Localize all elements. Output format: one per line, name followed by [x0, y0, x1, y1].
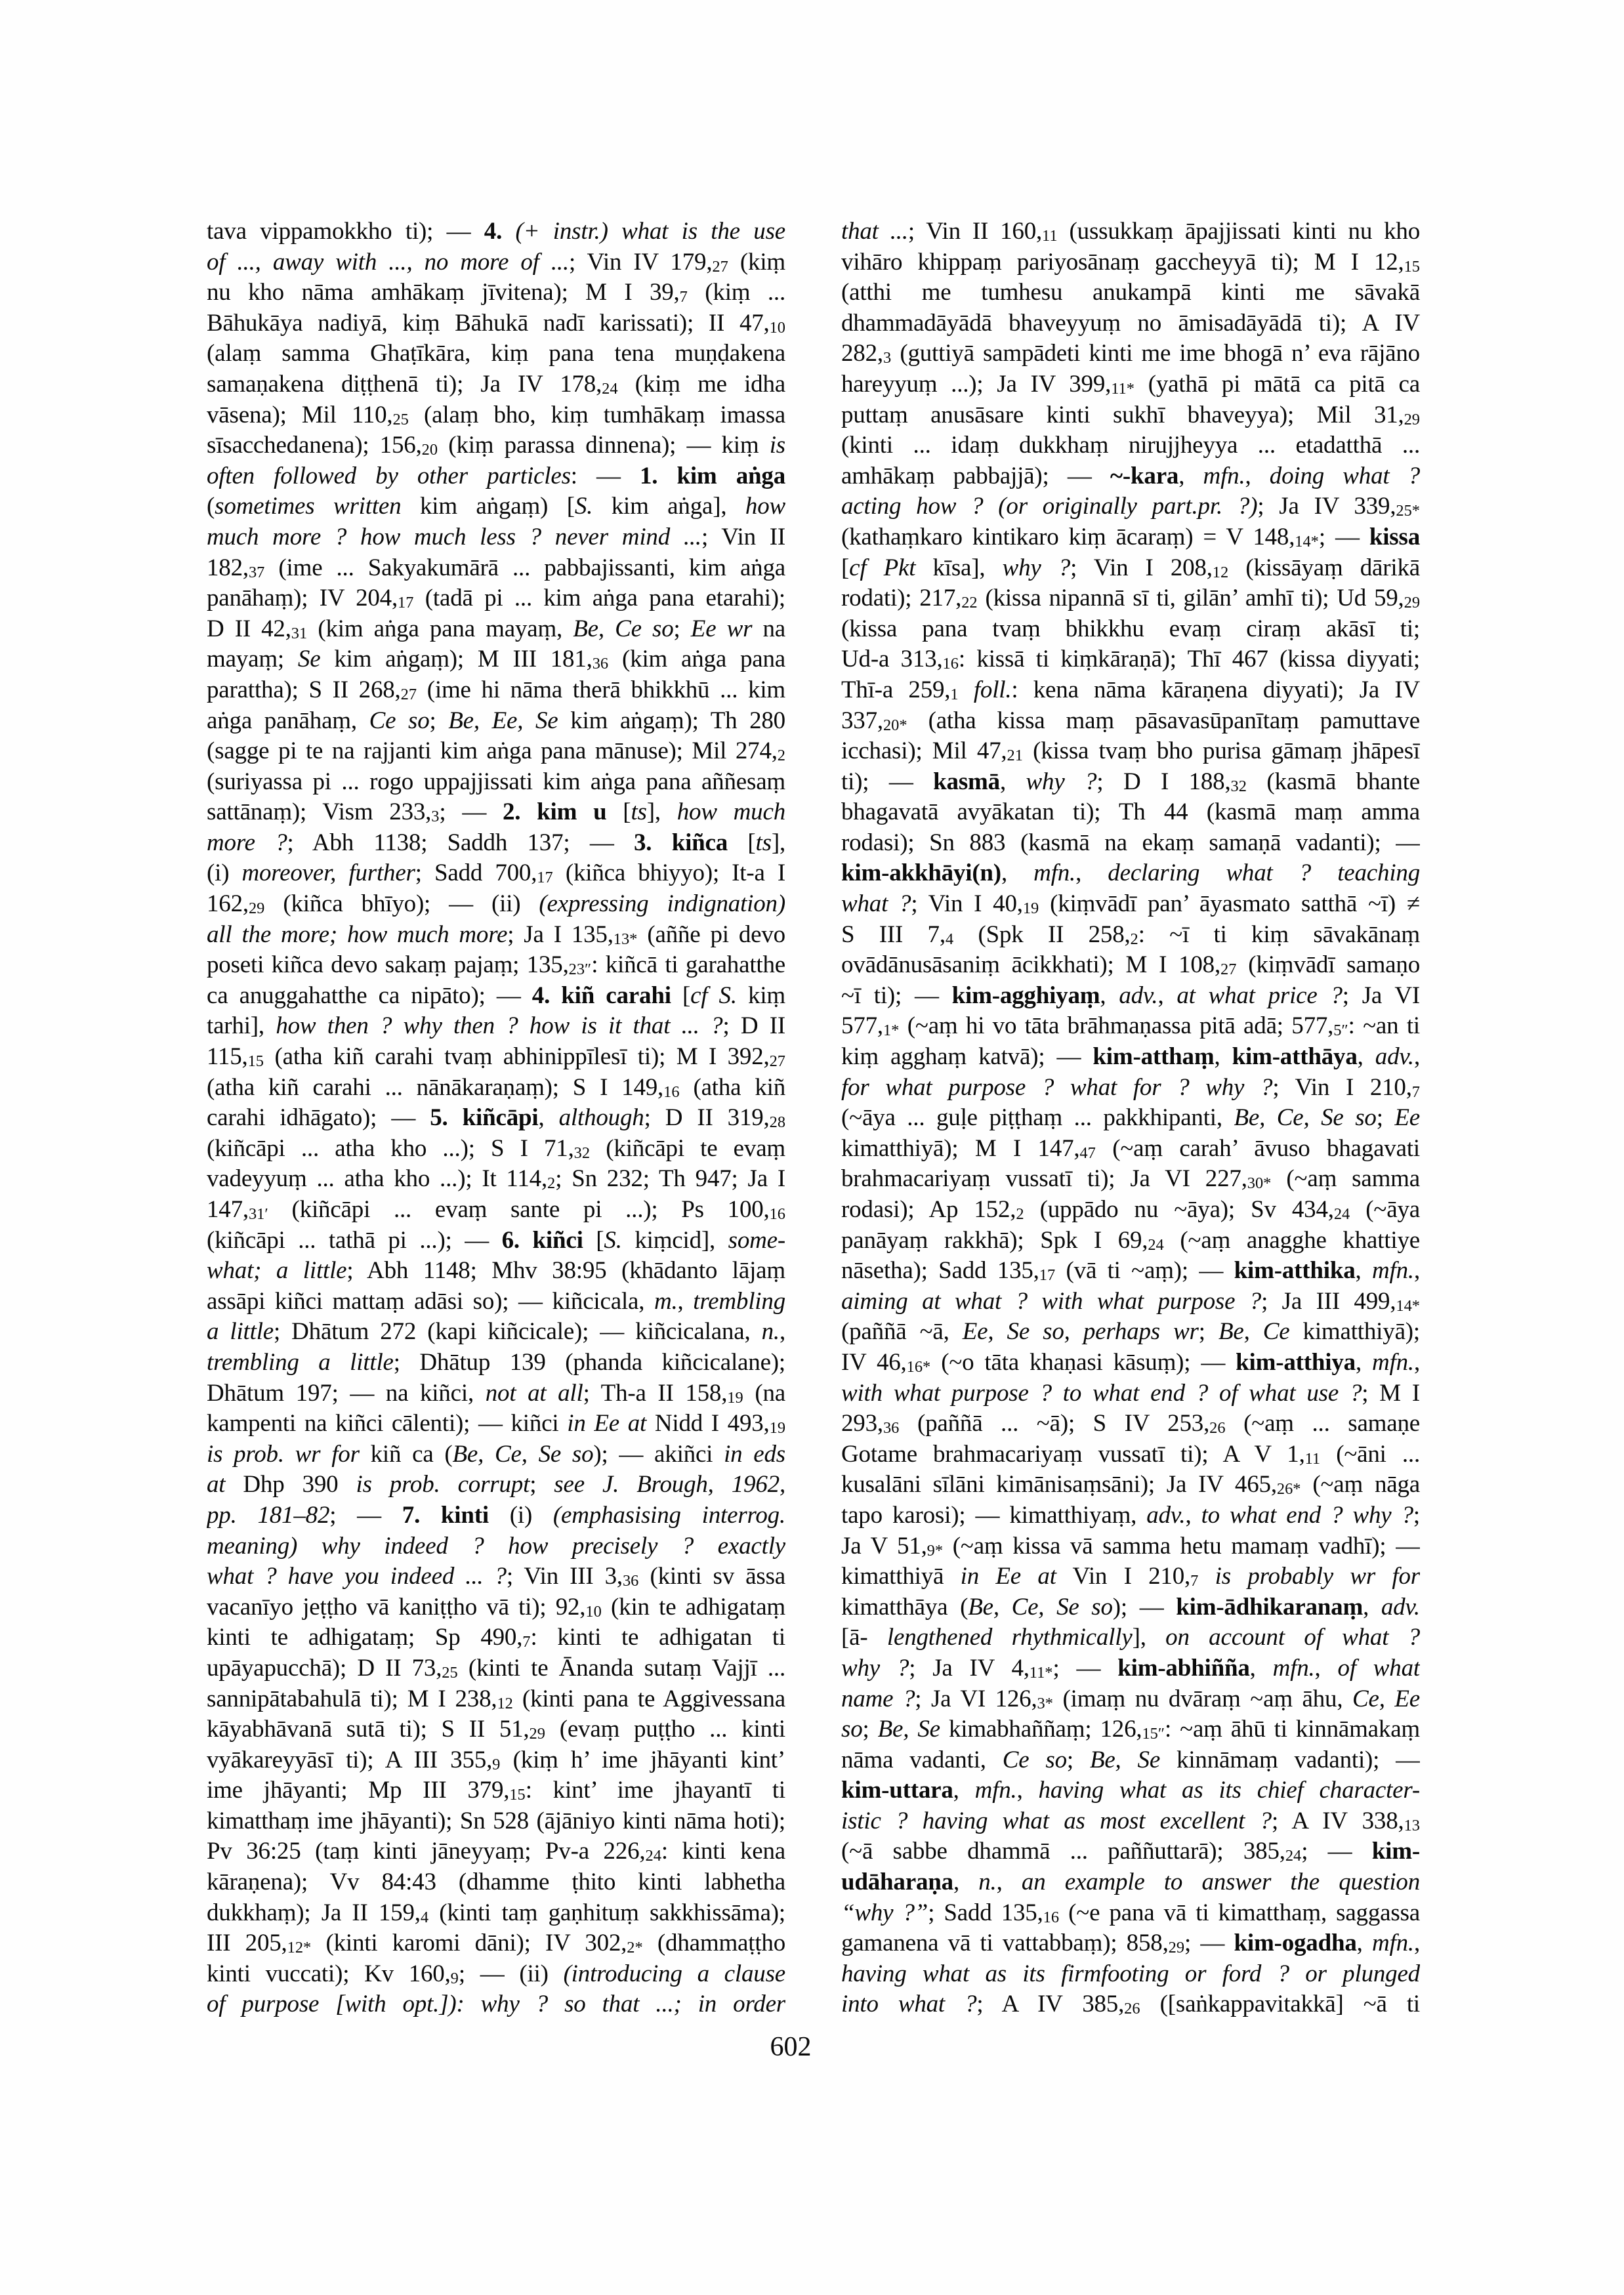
text-line: samaṇakena diṭṭhenā ti); Ja IV $178,_{24}$ (kiṃ me idha — [207, 370, 785, 398]
text-line: having what as its firmfooting or ford ? or plunged — [841, 1960, 1420, 1987]
text-line: (kissa pana tvaṃ bhikkhu evaṃ ciraṃ akāsī ti; — [841, 615, 1420, 642]
text-line: $162,_{29}$ (kiñca bhīyo); — (ii) (expressing indignation) — [207, 890, 785, 918]
text-line: Bāhukāya nadiyā, kiṃ Bāhukā nadī karissati); II $47,_{10}$ — [207, 309, 785, 337]
text-line: D II $42,_{31}$ (kim aṅga pana mayaṃ, Be, Ce so; Ee wr na — [207, 615, 785, 642]
text-line: rodasi); Ap $152,_2$ (uppādo nu ~āya); Sv $434,_{24}$ (~āya — [841, 1196, 1420, 1223]
text-line: rodati); $217,_{22}$ (kissa nipannā sī ti, gilān’ amhī ti); Ud $59,_{29}$ — [841, 585, 1420, 612]
text-line: why ?; Ja IV $4,_{11*}$; — kim-abhiñña, mfn., of what — [841, 1654, 1420, 1682]
text-line: “why ?”; Sadd $135,_{16}$ (~e pana vā ti kimatthaṃ, saggassa — [841, 1899, 1420, 1926]
text-line: (~āya ... guḷe piṭṭhaṃ ... pakkhipanti, Be, Ce, Se so; Ee — [841, 1104, 1420, 1132]
text-line: vyākareyyāsī ti); A III $355,_9$ (kiṃ h’ ime jhāyanti kint’ — [207, 1746, 785, 1773]
text-line: Gotame brahmacariyaṃ vussatī ti); A V $1,_{11}$ (~āni ... — [841, 1440, 1420, 1468]
text-line: carahi idhāgato); — 5. kiñcāpi, although; D II $319,_{28}$ — [207, 1104, 785, 1132]
text-line: into what ?; A IV $385,_{26}$ ([saṅkappavitakkā] ~ā ti — [841, 1991, 1420, 2018]
text-line: rodasi); Sn 883 (kasmā na ekaṃ samaṇā vadanti); — — [841, 829, 1420, 856]
text-line: sattānaṃ); Vism $233,_3$; — 2. kim u [ts], how much — [207, 798, 785, 826]
text-line: [cf Pkt kīsa], why ?; Vin I $208,_{12}$ (kissāyaṃ dārikā — [841, 554, 1420, 581]
text-line: (atha kiñ carahi ... nānākaraṇaṃ); S I $149,_{16}$ (atha kiñ — [207, 1073, 785, 1101]
text-line: pp. 181–82; — 7. kinti (i) (emphasising interrog. — [207, 1501, 785, 1529]
text-line: kimatthiyā); M I $147,_{47}$ (~aṃ carah’ āvuso bhagavati — [841, 1134, 1420, 1162]
text-line: $147,_{31'}$ (kiñcāpi ... evaṃ sante pi ...); Ps $100,_{16}$ — [207, 1196, 785, 1223]
text-line: aiming at what ? with what purpose ?; Ja III $499,_{14*}$ — [841, 1287, 1420, 1315]
text-line: kimatthaṃ ime jhāyanti); Sn 528 (ājāniyo kinti nāma hoti); — [207, 1807, 785, 1834]
text-line: ovādānusāsaniṃ ācikkhati); M I $108,_{27}$ (kiṃvādī samaṇo — [841, 951, 1420, 979]
text-line: parattha); S II $268,_{27}$ (ime hi nāma therā bhikkhū ... kim — [207, 676, 785, 703]
text-line: $577,_{1*}$ (~aṃ hi vo tāta brāhmaṇassa pitā adā; $577,_{5''}$: ~an ti — [841, 1012, 1420, 1040]
text-line: gamanena vā ti vattabbaṃ); $858,_{29}$; — kim-ogadha, mfn., — [841, 1930, 1420, 1957]
text-line: poseti kiñca devo sakaṃ pajaṃ; $135,_{23''}$: kiñcā ti garahatthe — [207, 951, 785, 979]
text-line: kim-uttara, mfn., having what as its chief character- — [841, 1777, 1420, 1804]
text-line: dukkhaṃ); Ja II $159,_4$ (kinti taṃ gaṇhituṃ sakkhissāma); — [207, 1899, 785, 1926]
text-line: ~ī ti); — kim-agghiyaṃ, adv., at what price ?; Ja VI — [841, 982, 1420, 1009]
text-line: puttaṃ anusāsare kinti sukhī bhaveyya); Mil $31,_{29}$ — [841, 401, 1420, 428]
text-line: (kiñcāpi ... tathā pi ...); — 6. kiñci [S. kiṃcid], some- — [207, 1226, 785, 1254]
text-line: panāhaṃ); IV $204,_{17}$ (tadā pi ... kim aṅga pana etarahi); — [207, 585, 785, 612]
text-line: bhagavatā avyākatan ti); Th 44 (kasmā maṃ amma — [841, 798, 1420, 826]
text-line: what; a little; Abh 1148; Mhv 38:95 (khādanto lājaṃ — [207, 1257, 785, 1285]
text-line: sīsacchedanena); $156,_{20}$ (kiṃ parassa dinnena); — kiṃ is — [207, 432, 785, 459]
text-line: brahmacariyaṃ vussatī ti); Ja VI $227,_{30*}$ (~aṃ samma — [841, 1165, 1420, 1193]
text-line: kinti vuccati); Kv $160,_9$; — (ii) (introducing a clause — [207, 1960, 785, 1987]
text-line: Ja V $51,_{9*}$ (~aṃ kissa vā samma hetu mamaṃ vadhī); — — [841, 1532, 1420, 1560]
text-line: (i) moreover, further; Sadd $700,_{17}$ (kiñca bhiyyo); It-a I — [207, 859, 785, 887]
text-line: sannipātabahulā ti); M I $238,_{12}$ (kinti pana te Aggivessana — [207, 1685, 785, 1712]
text-line: trembling a little; Dhātup 139 (phanda kiñcicalane); — [207, 1348, 785, 1376]
text-line: acting how ? (or originally part.pr. ?); Ja IV $339,_{25*}$ — [841, 493, 1420, 520]
text-line: of ..., away with ..., no more of ...; Vin IV $179,_{27}$ (kiṃ — [207, 248, 785, 276]
text-line: dhammadāyādā bhaveyyuṃ no āmisadāyādā ti); A IV — [841, 309, 1420, 337]
text-line: tarhi], how then ? why then ? how is it that ... ?; D II — [207, 1012, 785, 1040]
text-line: what ?; Vin I $40,_{19}$ (kiṃvādī pan’ āyasmato satthā ~ī) ≠ — [841, 890, 1420, 918]
text-line: is prob. wr for kiñ ca (Be, Ce, Se so); — akiñci in eds — [207, 1440, 785, 1468]
text-line: hareyyuṃ ...); Ja IV $399,_{11*}$ (yathā pi mātā ca pitā ca — [841, 370, 1420, 398]
text-line: (~ā sabbe dhammā ... paññuttarā); $385,_{24}$; — kim- — [841, 1838, 1420, 1865]
text-line: with what purpose ? to what end ? of what use ?; M I — [841, 1379, 1420, 1407]
text-line: vāsena); Mil $110,_{25}$ (alaṃ bho, kiṃ tumhākaṃ imassa — [207, 401, 785, 428]
text-line: meaning) why indeed ? how precisely ? exactly — [207, 1532, 785, 1560]
text-line: $115,_{15}$ (atha kiñ carahi tvaṃ abhinippīlesī ti); M I $392,_{27}$ — [207, 1043, 785, 1071]
text-line: ime jhāyanti; Mp III $379,_{15}$: kint’ ime jhayantī ti — [207, 1777, 785, 1804]
text-line: istic ? having what as most excellent ?; A IV $338,_{13}$ — [841, 1807, 1420, 1834]
text-line: for what purpose ? what for ? why ?; Vin I $210,_7$ — [841, 1073, 1420, 1101]
text-line: mayaṃ; Se kim aṅgaṃ); M III $181,_{36}$ (kim aṅga pana — [207, 646, 785, 673]
text-line: at Dhp 390 is prob. corrupt; see J. Brough, 1962, — [207, 1471, 785, 1499]
text-line: (suriyassa pi ... rogo uppajjissati kim aṅga pana aññesaṃ — [207, 768, 785, 795]
text-line: kimatthiyā in Ee at Vin I $210,_7$ is probably wr for — [841, 1563, 1420, 1590]
text-line: so; Be, Se kimabhaññaṃ; $126,_{15''}$: ~aṃ āhū ti kinnāmakaṃ — [841, 1716, 1420, 1743]
text-line: Pv 36:25 (taṃ kinti jāneyyaṃ; Pv-a $226,_{24}$: kinti kena — [207, 1838, 785, 1865]
text-line: udāharaṇa, n., an example to answer the question — [841, 1869, 1420, 1896]
text-line: ti); — kasmā, why ?; D I $188,_{32}$ (kasmā bhante — [841, 768, 1420, 795]
text-line: a little; Dhātum 272 (kapi kiñcicale); — kiñcicalana, n., — [207, 1318, 785, 1346]
text-line: [ā- lengthened rhythmically], on account of what ? — [841, 1624, 1420, 1651]
left-column — [207, 217, 785, 2020]
text-line: (atthi me tumhesu anukampā kinti me sāvakā — [841, 279, 1420, 306]
text-line: S III $7,_4$ (Spk II $258,_2$: ~ī ti kiṃ sāvakānaṃ — [841, 920, 1420, 948]
text-line: kim-akkhāyi(n), mfn., declaring what ? teaching — [841, 859, 1420, 887]
text-line: (kinti ... idaṃ dukkhaṃ nirujjheyya ... etadatthā ... — [841, 432, 1420, 459]
text-line: upāyapucchā); D II $73,_{25}$ (kinti te Ānanda sutaṃ Vajjī ... — [207, 1654, 785, 1682]
text-line: kusalāni sīlāni kimānisaṃsāni); Ja IV $465,_{26*}$ (~aṃ nāga — [841, 1471, 1420, 1499]
text-line: assāpi kiñci mattaṃ adāsi so); — kiñcicala, m., trembling — [207, 1287, 785, 1315]
text-line: that ...; Vin II $160,_{11}$ (ussukkaṃ āpajjissati kinti nu kho — [841, 218, 1420, 245]
text-line: of purpose [with opt.]): why ? so that ...; in order — [207, 1991, 785, 2018]
text-line: nāma vadanti, Ce so; Be, Se kinnāmaṃ vadanti); — — [841, 1746, 1420, 1773]
text-line: (alaṃ samma Ghaṭīkāra, kiṃ pana tena muṇḍakena — [207, 340, 785, 367]
text-line: name ?; Ja VI $126,_{3*}$ (imaṃ nu dvāraṃ ~aṃ āhu, Ce, Ee — [841, 1685, 1420, 1712]
text-line: $182,_{37}$ (ime ... Sakyakumārā ... pabbajissanti, kim aṅga — [207, 554, 785, 581]
text-line: vacanīyo jeṭṭho vā kaniṭṭho vā ti); $92,_{10}$ (kin te adhigataṃ — [207, 1593, 785, 1621]
text-line: icchasi); Mil $47,_{21}$ (kissa tvaṃ bho purisa gāmaṃ jhāpesī — [841, 737, 1420, 765]
text-line: aṅga panāhaṃ, Ce so; Be, Ee, Se kim aṅgaṃ); Th 280 — [207, 707, 785, 734]
text-line: $293,_{36}$ (paññā ... ~ā); S IV $253,_{26}$ (~aṃ ... samaṇe — [841, 1410, 1420, 1437]
page-number: 602 — [770, 2032, 812, 2062]
text-line: kampenti na kiñci cālenti); — kiñci in Ee at Nidd I $493,_{19}$ — [207, 1410, 785, 1437]
right-column — [841, 217, 1420, 2020]
text-line: (sometimes written kim aṅgaṃ) [S. kim aṅga], how — [207, 493, 785, 520]
text-line: (sagge pi te na rajjanti kim aṅga pana mānuse); Mil $274,_2$ — [207, 737, 785, 765]
text-line: nu kho nāma amhākaṃ jīvitena); M I $39,_7$ (kiṃ ... — [207, 279, 785, 306]
text-line: more ?; Abh 1138; Saddh 137; — 3. kiñca [ts], — [207, 829, 785, 856]
text-line: Thī-a $259,_1$ foll.: kena nāma kāraṇena diyyati); Ja IV — [841, 676, 1420, 703]
text-line: $337,_{20*}$ (atha kissa maṃ pāsavasūpanītaṃ pamuttave — [841, 707, 1420, 734]
text-line: $282,_3$ (guttiyā sampādeti kinti me ime bhogā n’ eva rājāno — [841, 340, 1420, 367]
text-line: often followed by other particles: — 1. kim aṅga — [207, 462, 785, 489]
text-line: Dhātum 197; — na kiñci, not at all; Th-a II $158,_{19}$ (na — [207, 1379, 785, 1407]
text-line: vihāro khippaṃ pariyosānaṃ gaccheyyā ti); M I $12,_{15}$ — [841, 248, 1420, 276]
text-line: vadeyyuṃ ... atha kho ...); It $114,_2$; Sn 232; Th 947; Ja I — [207, 1165, 785, 1193]
text-line: kiṃ agghaṃ katvā); — kim-atthaṃ, kim-atthāya, adv., — [841, 1043, 1420, 1071]
text-line: kāyabhāvanā sutā ti); S II $51,_{29}$ (evaṃ puṭṭho ... kinti — [207, 1716, 785, 1743]
text-line: (kathaṃkaro kintikaro kiṃ ācaraṃ) = V $148,_{14*}$; — kissa — [841, 523, 1420, 550]
text-line: kinti te adhigataṃ; Sp $490,_7$: kinti te adhigatan ti — [207, 1624, 785, 1651]
text-line: IV $46,_{16*}$ (~o tāta khaṇasi kāsuṃ); — kim-atthiya, mfn., — [841, 1348, 1420, 1376]
text-line: nāsetha); Sadd $135,_{17}$ (vā ti ~aṃ); — kim-atthika, mfn., — [841, 1257, 1420, 1285]
text-line: (paññā ~ā, Ee, Se so, perhaps wr; Be, Ce kimatthiyā); — [841, 1318, 1420, 1346]
text-line: III $205,_{12*}$ (kinti karomi dāni); IV $302,_{2*}$ (dhammaṭṭho — [207, 1930, 785, 1957]
text-line: panāyaṃ rakkhā); Spk I $69,_{24}$ (~aṃ anagghe khattiye — [841, 1226, 1420, 1254]
text-line: all the more; how much more; Ja I $135,_{13*}$ (aññe pi devo — [207, 920, 785, 948]
text-line: tapo karosi); — kimatthiyaṃ, adv., to what end ? why ?; — [841, 1501, 1420, 1529]
text-line: what ? have you indeed ... ?; Vin III $3,_{36}$ (kinti sv āssa — [207, 1563, 785, 1590]
text-line: much more ? how much less ? never mind ...; Vin II — [207, 523, 785, 550]
text-line: amhākaṃ pabbajjā); — ~-kara, mfn., doing what ? — [841, 462, 1420, 489]
text-line: ca anuggahatthe ca nipāto); — 4. kiñ carahi [cf S. kiṃ — [207, 982, 785, 1009]
text-line: kāraṇena); Vv 84:43 (dhamme ṭhito kinti labhetha — [207, 1869, 785, 1896]
text-line: Ud-a $313,_{16}$: kissā ti kiṃkāraṇā); Thī 467 (kissa diyyati; — [841, 646, 1420, 673]
text-line: tava vippamokkho ti); — 4. (+ instr.) what is the use — [207, 218, 785, 245]
text-line: kimatthāya (Be, Ce, Se so); — kim-ādhikaranaṃ, adv. — [841, 1593, 1420, 1621]
text-line: (kiñcāpi ... atha kho ...); S I $71,_{32}$ (kiñcāpi te evaṃ — [207, 1134, 785, 1162]
